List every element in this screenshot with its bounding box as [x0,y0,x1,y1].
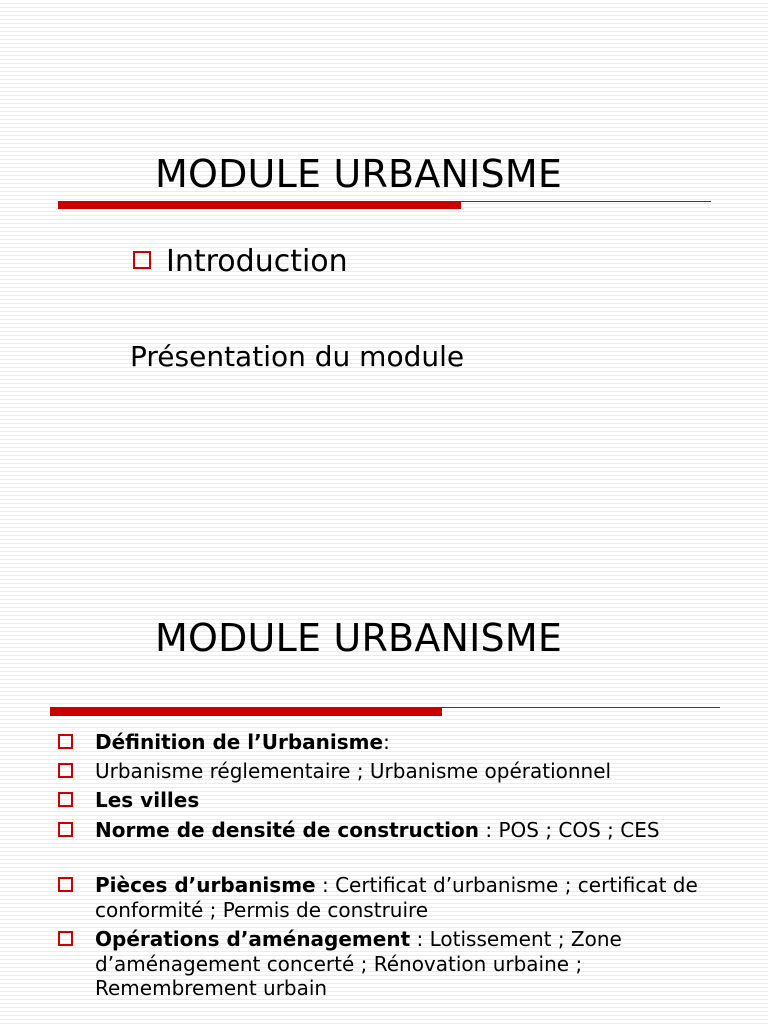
hollow-square-bullet-icon [58,931,73,946]
list-item-rest: Urbanisme réglementaire ; Urbanisme opérationnel [95,759,612,783]
slide-title: MODULE URBANISME [155,152,563,196]
list-item-rest: : Lotissement ; Zone d’aménagement concerté ; Rénovation urbaine ; Remembrement urbain [95,927,622,1000]
list-item-text [95,730,705,755]
list-item-bold: Norme de densité de construction [95,818,480,842]
hollow-square-bullet-icon [58,877,73,892]
list-item-rest: : POS ; COS ; CES [479,818,660,842]
hollow-square-bullet-icon [58,822,73,837]
slide-2 [0,512,768,1024]
list-item-text [95,818,705,843]
slide-title: MODULE URBANISME [155,616,563,660]
list-item-rest: : Certificat d’urbanisme ; certificat de conformité ; Permis de construire [95,873,698,922]
slide-subtitle: Présentation du module [130,340,465,373]
hollow-square-bullet-icon [58,792,73,807]
list-item-bold: Opérations d’aménagement [95,927,411,951]
list-item-text [95,873,705,922]
list-item-text [95,759,705,784]
list-item-rest: : [383,730,390,754]
title-divider-thick [50,708,442,716]
list-item-text [95,788,705,813]
hollow-square-bullet-icon [133,251,151,269]
hollow-square-bullet-icon [58,734,73,749]
list-item-bold: Les villes [95,788,200,812]
list-item-text [95,927,705,1001]
bullet-item-label: Introduction [166,244,348,279]
title-divider-thick [58,201,461,209]
list-item-bold: Définition de l’Urbanisme [95,730,384,754]
list-item-bold: Pièces d’urbanisme [95,873,316,897]
hollow-square-bullet-icon [58,763,73,778]
